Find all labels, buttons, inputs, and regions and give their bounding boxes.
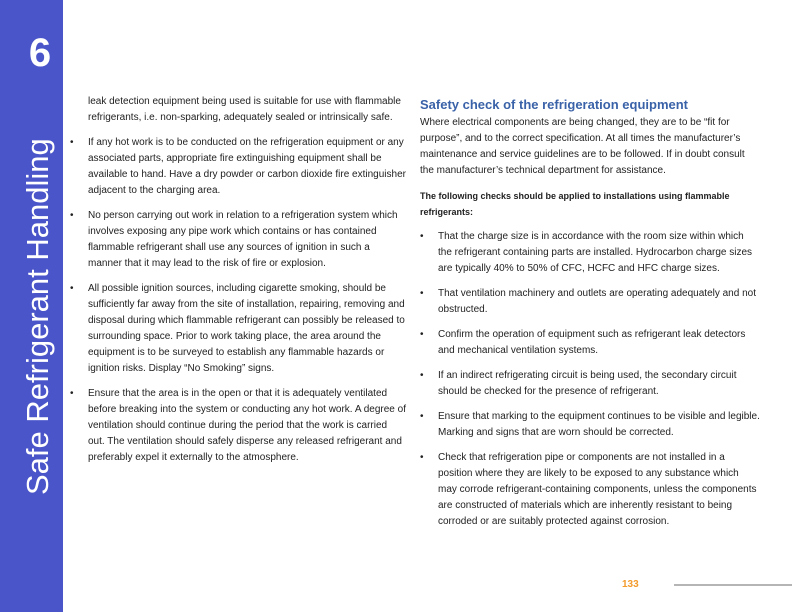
bullet-marker: • [420,370,424,381]
checks-lead: The following checks should be applied to installations using flammable refrigerants: [420,191,730,217]
list-item-text: If any hot work is to be conducted on the refrigeration equipment or any associated parts, appropriate fire extinguishing equipment shall be available to hand. Have a dry powder or carbon dioxide fire extinguisher adjacent to the charging area. [88,137,406,196]
bullet-marker: • [420,231,424,242]
list-item [420,286,760,318]
list-item-text: Confirm the operation of equipment such as refrigerant leak detectors and mechanical ventilation systems. [438,329,746,356]
right-column [420,96,760,539]
list-item-text: That ventilation machinery and outlets are operating adequately and not obstructed. [438,288,756,315]
intro-paragraph: leak detection equipment being used is suitable for use with flammable refrigerants, i.e. non-sparking, adequately sealed or intrinsically safe. [88,96,401,123]
chapter-number: 6 [28,31,52,75]
left-column [70,94,406,475]
bullet-marker: • [420,452,424,463]
bullet-marker: • [420,411,424,422]
list-item-text: Ensure that marking to the equipment continues to be visible and legible. Marking and signs that are worn should be corrected. [438,411,760,438]
bullet-marker: • [420,329,424,340]
list-item [420,229,760,277]
list-item [70,135,406,199]
bullet-marker: • [70,283,74,294]
bullet-marker: • [70,388,74,399]
bullet-marker: • [420,288,424,299]
chapter-sidebar [0,0,63,612]
bullet-marker: • [70,137,74,148]
list-item [70,208,406,272]
page-number: 133 [622,579,639,590]
list-item-text: Ensure that the area is in the open or that it is adequately ventilated before breaking into the system or conducting any hot work. A degree of ventilation should continue during the period that the work is carried out. The ventilation should safely disperse any released refrigerant and preferably expel it externally to the atmosphere. [88,388,406,463]
footer-divider [674,584,792,586]
bullet-marker: • [70,210,74,221]
list-item [420,327,760,359]
list-item [420,409,760,441]
list-item-text: That the charge size is in accordance with the room size within which the refrigerant containing parts are installed. Hydrocarbon charge sizes are typically 40% to 50% of CFC, HCFC and HFC charge sizes. [438,231,753,274]
list-item-text: No person carrying out work in relation to a refrigeration system which involves exposing any pipe work which contains or has contained flammable refrigerant shall use any sources of ignition in such a manner that it may lead to the risk of fire or explosion. [88,210,398,269]
section-heading: Safety check of the refrigeration equipment [420,97,689,112]
list-item [420,450,760,530]
chapter-title: Safe Refrigerant Handling [20,138,55,495]
list-item-text: All possible ignition sources, including cigarette smoking, should be sufficiently far away from the site of installation, repairing, removing and disposal during which flammable refrigerant can possibly be released to surrounding space. Prior to work taking place, the area around the equipment is to be surveyed to establish any flammable hazards or ignition risks. Display “No Smoking” signs. [88,283,405,374]
list-item-text: If an indirect refrigerating circuit is being used, the secondary circuit should be checked for the presence of refrigerant. [438,370,737,397]
right-bullet-list [420,229,760,530]
left-bullet-list [70,135,406,466]
body-paragraph: Where electrical components are being changed, they are to be “fit for purpose”, and to the correct specification. At all times the manufacturer’s maintenance and service guidelines are to be followed. If in doubt consult the manufacturer’s technical department for assistance. [420,117,745,176]
list-item [420,368,760,400]
list-item [70,281,406,377]
list-item-text: Check that refrigeration pipe or components are not installed in a position where they are likely to be exposed to any substance which may corrode refrigerant-containing components, unless the components are constructed of materials which are inherently resistant to being corroded or are suitably protected against corrosion. [438,452,757,527]
list-item [70,386,406,466]
